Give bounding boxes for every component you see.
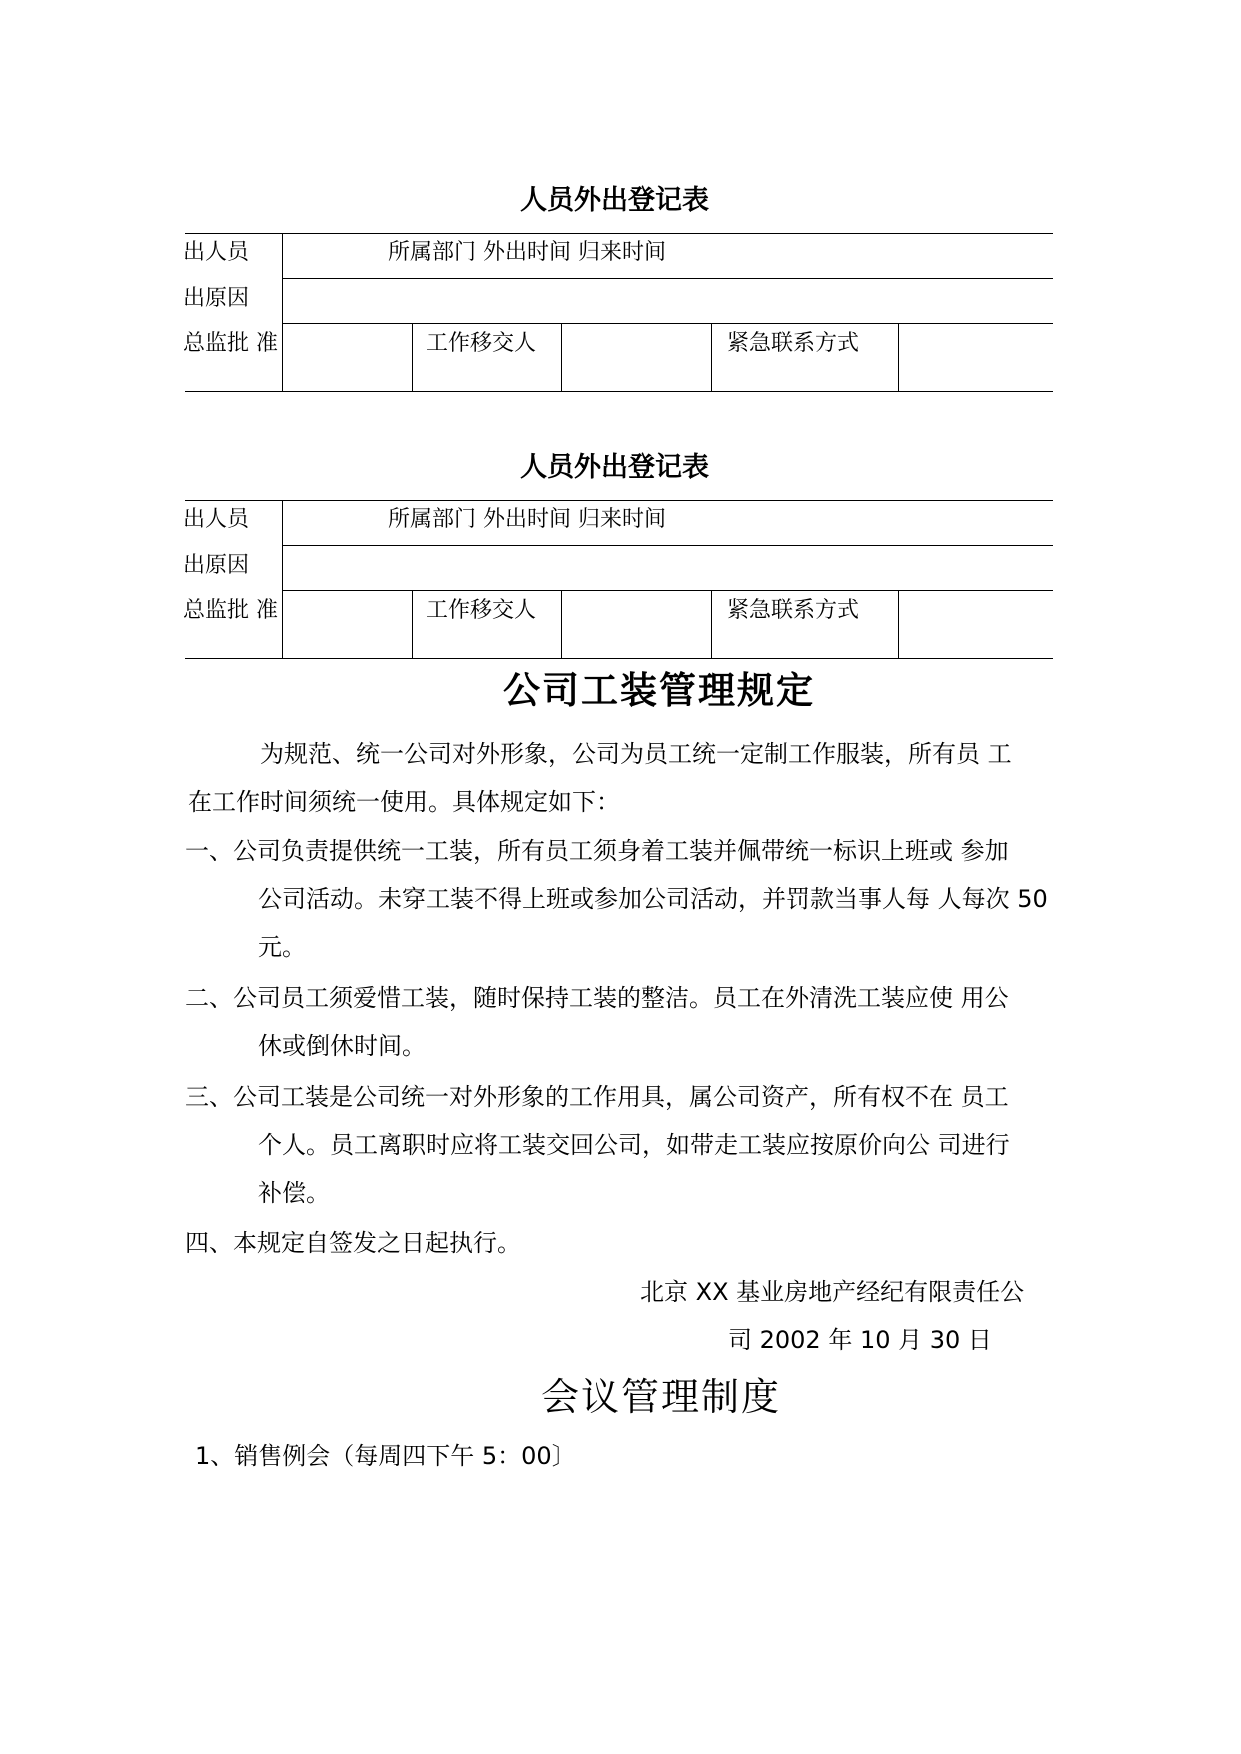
approval-label: 总监批 准 xyxy=(183,598,278,623)
table-line xyxy=(561,590,562,658)
table-line xyxy=(711,590,712,658)
handover-label: 工作移交人 xyxy=(426,598,537,623)
rule-item-3: 三、公司工装是公司统一对外形象的工作用具，属公司资产，所有权不在 员工 xyxy=(185,1083,1009,1111)
signature-date: 司 2002 年 10 月 30 日 xyxy=(728,1326,992,1354)
table-line xyxy=(282,323,1053,324)
table-line xyxy=(282,278,1053,279)
signature-company: 北京 XX 基业房地产经纪有限责任公 xyxy=(640,1278,1025,1306)
table-line xyxy=(185,391,1053,392)
table-line xyxy=(412,323,413,391)
table-line xyxy=(561,323,562,391)
rule-item-3: 个人。员工离职时应将工装交回公司，如带走工装应按原价向公 司进行 xyxy=(258,1131,1010,1159)
table-line xyxy=(282,545,1053,546)
reason-label: 出原因 xyxy=(183,553,250,578)
paragraph-line: 在工作时间须统一使用。具体规定如下： xyxy=(188,788,620,816)
paragraph-line: 为规范、统一公司对外形象，公司为员工统一定制工作服装，所有员 工 xyxy=(260,740,1012,768)
rule-item-1: 元。 xyxy=(258,933,306,961)
table-line xyxy=(282,233,283,391)
table-line xyxy=(898,590,899,658)
table-line xyxy=(185,500,1053,501)
emergency-contact-label: 紧急联系方式 xyxy=(727,331,860,356)
dept-time-fields: 所属部门 外出时间 归来时间 xyxy=(388,240,666,265)
table-line xyxy=(185,233,1053,234)
rule-item-2: 二、公司员工须爱惜工装，随时保持工装的整洁。员工在外清洗工装应使 用公 xyxy=(185,984,1009,1012)
table-line xyxy=(282,590,1053,591)
table-line xyxy=(282,500,283,658)
emergency-contact-label: 紧急联系方式 xyxy=(727,598,860,623)
meeting-title: 会议管理制度 xyxy=(541,1375,782,1419)
out-person-label: 出人员 xyxy=(183,507,250,532)
rule-item-2: 休或倒休时间。 xyxy=(258,1032,426,1060)
out-person-label: 出人员 xyxy=(183,240,250,265)
meeting-item-1: 1、销售例会（每周四下午 5：00〕 xyxy=(195,1442,576,1470)
reason-label: 出原因 xyxy=(183,286,250,311)
regulation-title: 公司工装管理规定 xyxy=(503,669,815,712)
form-title: 人员外出登记表 xyxy=(520,185,709,216)
table-line xyxy=(412,590,413,658)
rule-item-1: 一、公司负责提供统一工装，所有员工须身着工装并佩带统一标识上班或 参加 xyxy=(185,837,1009,865)
table-line xyxy=(185,658,1053,659)
dept-time-fields: 所属部门 外出时间 归来时间 xyxy=(388,507,666,532)
handover-label: 工作移交人 xyxy=(426,331,537,356)
rule-item-1: 公司活动。未穿工装不得上班或参加公司活动，并罚款当事人每 人每次 50 xyxy=(258,885,1048,913)
table-line xyxy=(711,323,712,391)
rule-item-4: 四、本规定自签发之日起执行。 xyxy=(185,1229,521,1257)
form-title: 人员外出登记表 xyxy=(520,452,709,483)
rule-item-3: 补偿。 xyxy=(258,1179,330,1207)
approval-label: 总监批 准 xyxy=(183,331,278,356)
table-line xyxy=(898,323,899,391)
